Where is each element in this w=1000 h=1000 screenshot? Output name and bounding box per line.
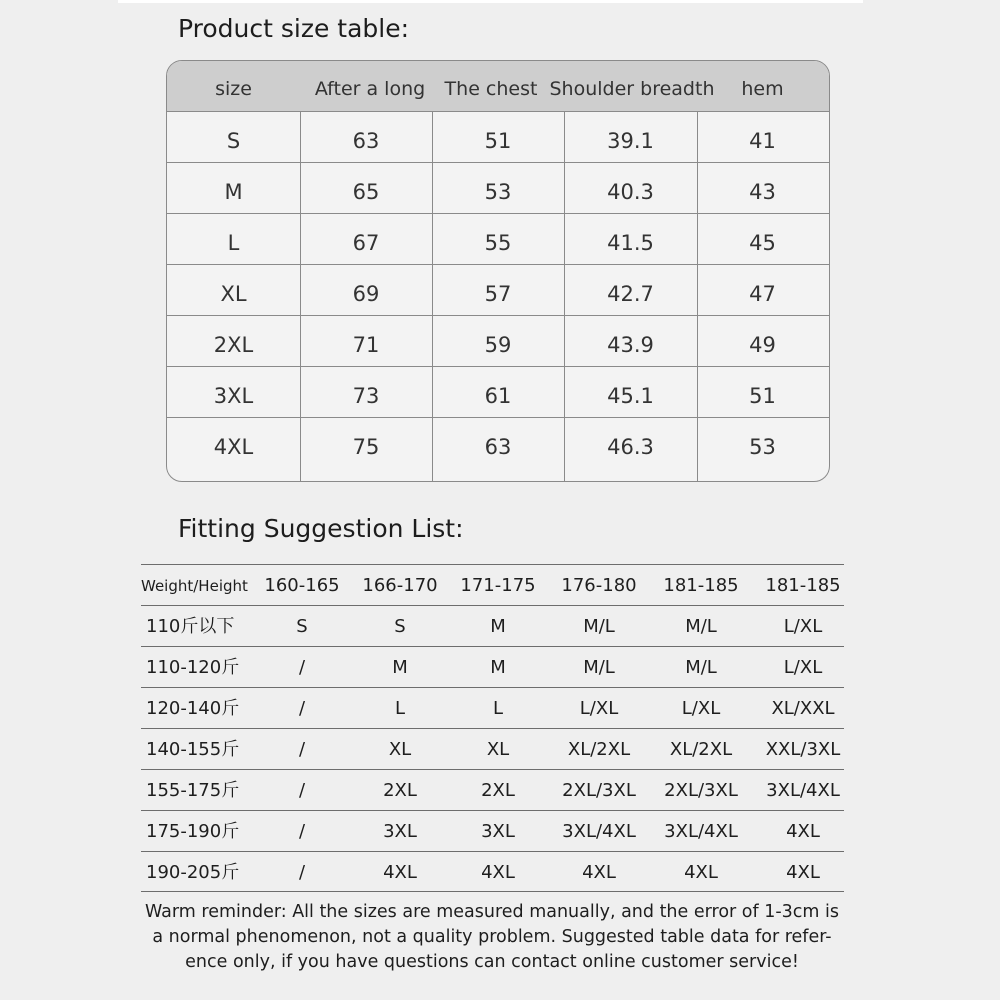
suggested-size-cell: XL (486, 739, 510, 760)
top-divider (118, 0, 863, 3)
suggested-size-cell: L/XL (681, 698, 721, 719)
size-label-cell: XL (220, 282, 247, 306)
weight-range-label: 140-155斤 (146, 739, 240, 760)
fit-row (141, 851, 844, 892)
measurement-cell: 59 (484, 333, 512, 357)
reminder-line: a normal phenomenon, not a quality problem. Suggested table data for refer- (152, 927, 832, 947)
reminder-line: ence only, if you have questions can contact online customer service! (185, 952, 799, 972)
warm-reminder-text (140, 900, 844, 975)
header-the-chest: The chest (444, 78, 538, 100)
suggested-size-cell: 2XL/3XL (664, 780, 738, 801)
height-column-header: 166-170 (362, 575, 438, 596)
measurement-cell: 45 (749, 231, 776, 255)
reminder-line: Warm reminder: All the sizes are measured manually, and the error of 1-3cm is (144, 902, 840, 922)
measurement-cell: 43.9 (607, 333, 654, 357)
suggested-size-cell: / (298, 657, 306, 678)
suggested-size-cell: 4XL (481, 862, 515, 883)
size-label-cell: 4XL (213, 435, 254, 459)
suggested-size-cell: S (394, 616, 406, 637)
size-table-title: Product size table: (178, 14, 410, 43)
measurement-cell: 53 (749, 435, 776, 459)
header-after-a-long: After a long (314, 78, 426, 100)
fit-header-row (141, 564, 844, 605)
suggested-size-cell: 4XL (582, 862, 616, 883)
size-label-cell: 2XL (213, 333, 254, 357)
suggested-size-cell: 2XL/3XL (562, 780, 636, 801)
suggested-size-cell: S (296, 616, 308, 637)
suggested-size-cell: 3XL (481, 821, 515, 842)
size-row (167, 162, 829, 213)
suggested-size-cell: 2XL (481, 780, 515, 801)
fit-table-title: Fitting Suggestion List: (178, 514, 464, 543)
suggested-size-cell: M/L (583, 616, 615, 637)
size-label-cell: S (226, 129, 241, 153)
size-row (167, 213, 829, 264)
size-row (167, 366, 829, 417)
column-divider (432, 111, 433, 481)
suggested-size-cell: XXL/3XL (765, 739, 841, 760)
measurement-cell: 47 (749, 282, 776, 306)
column-divider (300, 111, 301, 481)
measurement-cell: 45.1 (607, 384, 654, 408)
suggested-size-cell: M (392, 657, 408, 678)
size-row (167, 264, 829, 315)
suggested-size-cell: M (490, 657, 506, 678)
height-column-header: 171-175 (460, 575, 536, 596)
suggested-size-cell: L/XL (783, 616, 823, 637)
fit-row (141, 605, 844, 646)
size-label-cell: 3XL (213, 384, 254, 408)
measurement-cell: 53 (484, 180, 512, 204)
measurement-cell: 51 (484, 129, 512, 153)
product-size-table (166, 60, 830, 482)
height-column-header: 181-185 (765, 575, 841, 596)
suggested-size-cell: 4XL (786, 821, 820, 842)
weight-range-label: 155-175斤 (146, 780, 240, 801)
suggested-size-cell: 4XL (383, 862, 417, 883)
measurement-cell: 55 (484, 231, 512, 255)
height-column-header: 160-165 (264, 575, 340, 596)
header-shoulder-breadth: Shoulder breadth (549, 78, 715, 100)
fit-row (141, 646, 844, 687)
measurement-cell: 65 (352, 180, 380, 204)
weight-range-label: 175-190斤 (146, 821, 240, 842)
height-column-header: 181-185 (663, 575, 739, 596)
suggested-size-cell: 3XL (383, 821, 417, 842)
suggested-size-cell: M/L (583, 657, 615, 678)
suggested-size-cell: M/L (685, 657, 717, 678)
column-divider (564, 111, 565, 481)
suggested-size-cell: L/XL (579, 698, 619, 719)
fit-row (141, 769, 844, 810)
suggested-size-cell: / (298, 821, 306, 842)
suggested-size-cell: L (394, 698, 406, 719)
measurement-cell: 49 (749, 333, 776, 357)
measurement-cell: 42.7 (607, 282, 654, 306)
measurement-cell: 71 (352, 333, 380, 357)
suggested-size-cell: / (298, 862, 306, 883)
suggested-size-cell: / (298, 739, 306, 760)
measurement-cell: 63 (484, 435, 512, 459)
weight-range-label: 110-120斤 (146, 657, 240, 678)
measurement-cell: 41.5 (607, 231, 654, 255)
measurement-cell: 73 (352, 384, 380, 408)
suggested-size-cell: 3XL/4XL (562, 821, 636, 842)
suggested-size-cell: 4XL (786, 862, 820, 883)
size-row (167, 417, 829, 468)
fit-row (141, 728, 844, 769)
suggested-size-cell: 3XL/4XL (766, 780, 840, 801)
suggested-size-cell: M (490, 616, 506, 637)
suggested-size-cell: XL/2XL (567, 739, 631, 760)
suggested-size-cell: / (298, 698, 306, 719)
size-row (167, 111, 829, 162)
suggested-size-cell: 2XL (383, 780, 417, 801)
size-row (167, 315, 829, 366)
measurement-cell: 63 (352, 129, 380, 153)
suggested-size-cell: 4XL (684, 862, 718, 883)
size-label-cell: L (227, 231, 240, 255)
suggested-size-cell: 3XL/4XL (664, 821, 738, 842)
size-label-cell: M (224, 180, 243, 204)
height-column-header: 176-180 (561, 575, 637, 596)
suggested-size-cell: M/L (685, 616, 717, 637)
weight-height-header: Weight/Height (141, 577, 248, 595)
weight-range-label: 190-205斤 (146, 862, 240, 883)
measurement-cell: 61 (484, 384, 512, 408)
weight-range-label: 110斤以下 (146, 616, 235, 637)
measurement-cell: 67 (352, 231, 380, 255)
fit-row (141, 810, 844, 851)
measurement-cell: 43 (749, 180, 776, 204)
suggested-size-cell: / (298, 780, 306, 801)
size-table-header (167, 61, 829, 111)
suggested-size-cell: L/XL (783, 657, 823, 678)
suggested-size-cell: L (492, 698, 504, 719)
measurement-cell: 39.1 (607, 129, 654, 153)
measurement-cell: 57 (484, 282, 512, 306)
column-divider (697, 111, 698, 481)
suggested-size-cell: XL (388, 739, 412, 760)
suggested-size-cell: XL/XXL (771, 698, 835, 719)
header-hem: hem (741, 78, 784, 100)
measurement-cell: 51 (749, 384, 776, 408)
measurement-cell: 75 (352, 435, 380, 459)
fit-row (141, 687, 844, 728)
measurement-cell: 40.3 (607, 180, 654, 204)
suggested-size-cell: XL/2XL (669, 739, 733, 760)
header-size: size (215, 78, 252, 100)
measurement-cell: 41 (749, 129, 776, 153)
measurement-cell: 46.3 (607, 435, 654, 459)
weight-range-label: 120-140斤 (146, 698, 240, 719)
measurement-cell: 69 (352, 282, 380, 306)
